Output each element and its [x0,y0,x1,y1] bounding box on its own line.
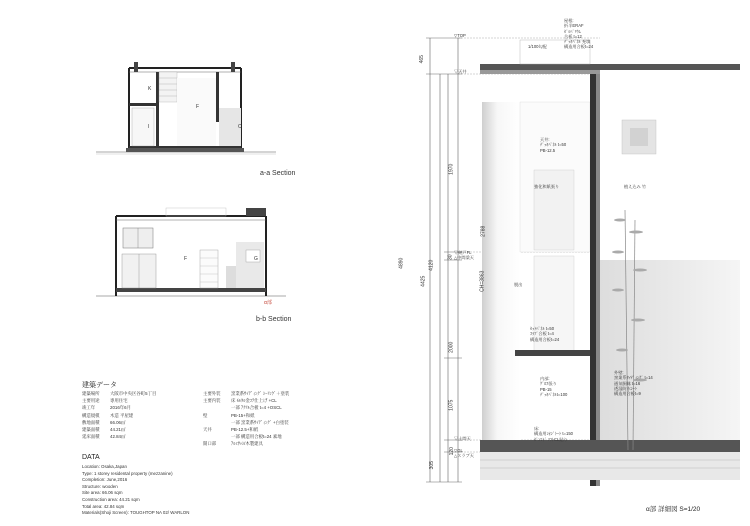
dim-30: 30 [447,254,454,261]
dim-1970: 1970 [448,163,455,175]
finish-row: 主要内装 床 ﾓﾙﾀﾙ金ｺﾃ仕上げ +CL [203,398,277,404]
note-line: 構造用合板t=24 [530,336,560,342]
dim-4120: 4120 [428,259,435,271]
data-row: 延床面積 42.84㎡ [82,434,126,440]
note-line: 構造用ｼｵｼﾞﾄｰﾄ t=150 [534,431,573,437]
data-row: 建築面積 44.21㎡ [82,427,126,433]
level-fl: ▽土間天 [454,436,471,441]
level-mezz: ▽納戸FL △中間梁天 [454,250,474,261]
bb-section-drawing [96,198,286,308]
finish-list [203,390,289,448]
data-row: 敷地面積 66.06㎡ [82,419,126,425]
level-gl: ▽GL △スラブ天 [454,448,474,459]
note-line: ｶﾞﾝﾏﾄﾞ ｿﾌﾄCL貼り [534,436,568,442]
aa-section-drawing [96,48,276,160]
note-line: 床: [534,426,540,431]
dim-4890: 4890 [398,257,405,269]
building-data-heading: 建築データ [82,382,117,389]
bb-section-label: b-b Section [256,316,292,323]
note-line: 外壁: [614,370,624,375]
data-en-list [82,464,189,517]
dim-120: 120 [448,447,455,456]
note-line: ﾃﾞｯｷﾊﾟﾈﾙ 充填 [564,39,591,44]
note-line: 透湿防水ｼｰﾄ [614,385,638,391]
roof-note [564,18,593,50]
exterior-note [614,370,653,396]
aa-section-label: a-a Section [260,170,296,177]
note-line: 屋根: [564,18,574,23]
data-row: 主要用途 専用住宅 [82,398,128,404]
eave-dim-note: 1/100勾配 [528,44,547,49]
aa-room-i: I [148,124,150,130]
note-line: 窯業系ｻｲﾃﾞｨﾝｸﾞ t=14 [614,375,653,381]
data-en-line: Completion: June,2016 [82,477,128,483]
finish-row: 壁 PB-15+和紙 [203,412,255,418]
note-line: ｸﾞﾛｽ張り [540,381,557,387]
aa-room-f: F [196,104,200,110]
data-en-line: Construction area: 44.21 sqm [82,496,140,502]
data-en-line: Structure: wooden [82,483,118,489]
aa-room-c: C [238,124,242,130]
finish-row: 主要外装 窯業系ｻｲﾃﾞｨﾝｸﾞ ｼｰﾘﾝｸﾞ＋塗装 [203,391,290,396]
data-en-line: Site area: 66.06 sqm [82,490,123,496]
note-line: ﾃﾞｯｷﾊﾟﾈﾙ t=50 [540,142,567,148]
dim-ch: CH=3863 [479,270,486,292]
note-line: ｽﾗﾌﾞ合板 t=4 [530,331,554,337]
partition-note [540,376,567,397]
data-row: 構造規模 木造 平屋建 [82,412,134,418]
note-line: 天井: [540,137,550,142]
data-row: 建築場所 大阪市中央区谷町5丁目 [82,391,157,396]
dim-305: 305 [428,461,435,470]
note-line: 構造用合板t=24 [564,44,594,50]
level-ceiling: ▽天井 [454,69,467,74]
mezz-note [530,326,559,342]
finish-row: 開口部 ｱﾙﾐｻｯｼ/木製建具 [203,441,263,447]
note-line: 合板 t=12 [564,33,582,39]
note-line: PB-12.5 [540,147,556,153]
data-en-line: Total area: 42.84 sqm [82,503,125,509]
dim-1075: 1075 [448,399,455,411]
building-data-list [82,390,156,440]
data-row: 竣工年 2016年6月 [82,405,131,411]
note-line: 折半ERAF [564,23,584,29]
note-line: ｶﾞﾙﾊﾞﾘｳﾑ [564,28,581,34]
level-top: ▽TOP [454,33,466,38]
bb-room-f: F [184,256,188,262]
dim-465: 465 [418,55,425,64]
note-line: 内部: [540,376,550,381]
data-en-line: Location: Osaka,Japan [82,464,127,469]
bb-room-g: G [254,256,258,262]
data-en-line: Materials(Shoji Screen): TOUGHTOP NA 02/ WARLON [82,510,190,516]
note-line: PB-15 [540,386,552,392]
finish-row: 一部 構造用合板t=24 素地 [231,434,282,440]
wall-note: 脱出 [514,282,523,287]
alpha-mark: α部 [264,300,272,306]
note-line: 構造用合板t=9 [614,391,641,396]
dim-4425: 4425 [420,275,427,287]
plant-note: 植え込み 竹 [624,184,647,189]
data-en-heading: DATA [82,454,100,461]
ceiling-note [540,137,566,153]
dim-2000: 2000 [448,341,455,353]
finish-row: 天井 PB-12.5+和紙 [203,427,259,433]
floor-note [534,426,573,442]
note-line: ｶｯﾄﾊﾟﾈﾙ t=50 [530,326,555,331]
glass-note: 強化和紙張り [534,184,560,189]
data-en-line: Type: 1 storey residental property (mezzanine) [82,470,173,476]
finish-row: 一部 ｱｸﾘﾙ合板 t=4 +OSCL [231,405,282,411]
aa-room-k: K [148,86,152,92]
finish-row: 一部 窯業系ｻｲﾃﾞｨﾝｸﾞ +白塗装 [231,419,289,425]
dim-2788: 2788 [480,225,487,237]
detail-title: α部 詳細図 S=1/20 [646,506,701,513]
note-line: ﾃﾞｯｷﾊﾟﾈﾙt=100 [540,391,568,397]
note-line: 通気胴縁 t=16 [614,380,641,386]
